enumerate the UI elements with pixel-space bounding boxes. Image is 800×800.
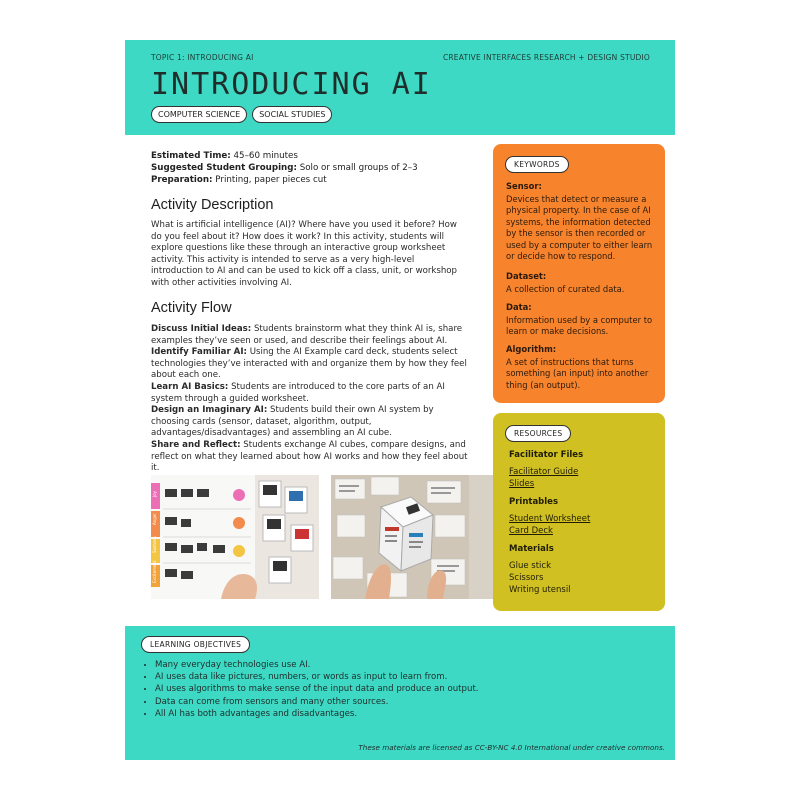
meta-time [151,150,471,162]
flow-heading: Activity Flow [151,300,232,316]
meta-grouping-value: Solo or small groups of 2–3 [296,163,418,173]
meta-prep-label: Preparation: [151,175,213,185]
keyword-definition: A collection of curated data. [506,283,625,294]
facilitator-guide-link[interactable]: Facilitator Guide [509,467,579,477]
emotion-label: Excitement [152,560,157,583]
keywords-tag: KEYWORDS [505,156,569,173]
subject-tags [151,106,332,123]
keyword-term: Dataset: [506,271,547,281]
flow-step-label: Share and Reflect: [151,439,241,450]
keyword-term: Data: [506,302,532,312]
ai-cube-photo-illustration [331,475,469,599]
description-text: What is artificial intelligence (AI)? Where have you used it before? How do you feel about it? How does it work? In this activity, students will explore questions like these through an interactive group worksheet activity. This activity is intended to serve as a very high-level introduction to AI and can be used to kick off a class, unit, or workshop with other activities involving AI. [151,220,458,288]
flow-step-label: Design an Imaginary AI: [151,405,268,416]
emotion-label: Joy [152,491,157,497]
flow-step [151,382,469,405]
resource-group-printables [509,496,659,537]
tag-computer-science: COMPUTER SCIENCE [151,106,247,123]
material-item: Scissors [509,573,544,583]
keyword-definition: Devices that detect or measure a physical property. In the case of AI systems, the information detected by the sensor is then recorded or used by a computer to either learn or decide how to respond. [506,193,653,261]
card-deck-link[interactable]: Card Deck [509,526,553,536]
ai-cube-photo [331,475,499,599]
objective-item: • Data can come from sensors and many other sources. [155,696,479,708]
meta-grouping [151,162,471,174]
license-note: These materials are licensed as CC-BY-NC 4.0 International under creative commons. [358,743,665,752]
material-item: Glue stick [509,561,551,571]
keyword-item [506,344,656,391]
worksheet-page [125,40,675,760]
keyword-item [506,181,656,263]
resource-group-materials [509,543,659,596]
flow-step-text: Students build their own AI system by choosing cards (sensor, dataset, algorithm, output, advantages/disadvantages) and assembling an AI cube. [151,405,434,439]
description-heading: Activity Description [151,197,274,213]
keyword-item [506,271,656,295]
objective-item: • AI uses algorithms to make sense of the input data and produce an output. [155,683,479,695]
keywords-panel [493,144,665,403]
slides-link[interactable]: Slides [509,479,535,489]
flow-step-label: Identify Familiar AI: [151,347,247,358]
flow-step-label: Discuss Initial Ideas: [151,324,252,334]
activity-meta [151,150,471,186]
keyword-item [506,302,656,338]
meta-grouping-label: Suggested Student Grouping: [151,163,297,173]
resource-heading: Materials [509,544,554,554]
meta-preparation [151,174,471,186]
student-worksheet-link[interactable]: Student Worksheet [509,514,591,524]
keyword-definition: A set of instructions that turns something (an input) into another thing (an output). [506,356,649,390]
learning-objectives-panel [125,626,675,760]
topic-label: TOPIC 1: INTRODUCING AI [151,53,254,62]
flow-step-text: Students brainstorm what they think AI is, share examples they’ve seen or used, and describe their feelings about AI. [151,324,463,346]
header-banner [125,40,675,135]
tag-social-studies: SOCIAL STUDIES [252,106,332,123]
flow-step-text: Using the AI Example card deck, students select technologies they’ve interacted with and organize them by how they feel about each one. [151,347,467,381]
flow-step-text: Students are introduced to the core parts of an AI system through a guided worksheet. [151,381,445,404]
meta-time-value: 45–60 minutes [230,151,298,161]
worksheet-photo-illustration [151,475,319,599]
keyword-definition: Information used by a computer to learn or make decisions. [506,314,653,336]
keyword-term: Algorithm: [506,344,557,354]
resource-heading: Printables [509,497,559,507]
flow-step [151,405,469,440]
worksheet-photo [151,475,319,599]
objective-item: • Many everyday technologies use AI. [155,659,479,671]
objective-item: • All AI has both advantages and disadvantages. [155,708,479,720]
meta-time-label: Estimated Time: [151,151,231,161]
flow-steps [151,324,469,475]
main-column [151,150,471,474]
keyword-term: Sensor: [506,181,542,191]
flow-step [151,324,469,347]
flow-step [151,440,469,475]
resource-heading: Facilitator Files [509,450,584,460]
material-item: Writing utensil [509,585,571,595]
emotion-label: Sadness [152,536,157,553]
page-title: INTRODUCING AI [151,67,432,102]
meta-prep-value: Printing, paper pieces cut [212,175,327,185]
objectives-list [139,659,479,720]
flow-step-text: Students exchange AI cubes, compare designs, and reflect on what they learned about how AI works and how they feel about it. [151,439,468,474]
resources-panel [493,413,665,611]
objectives-tag: LEARNING OBJECTIVES [141,636,250,653]
resource-group-facilitator [509,449,659,490]
flow-step [151,347,469,382]
resources-tag: RESOURCES [505,425,571,442]
objective-item: • AI uses data like pictures, numbers, or words as input to learn from. [155,671,479,683]
flow-step-label: Learn AI Basics: [151,381,229,392]
studio-label: CREATIVE INTERFACES RESEARCH + DESIGN STUDIO [442,53,650,62]
emotion-label: Anger [152,513,157,525]
